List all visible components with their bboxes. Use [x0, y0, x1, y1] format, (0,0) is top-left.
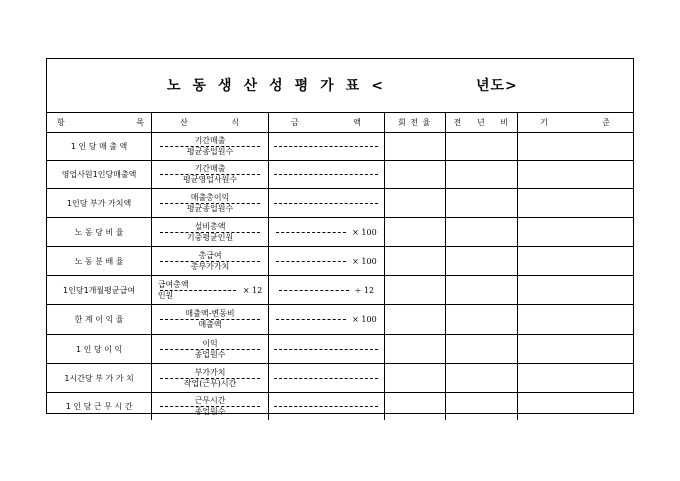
- row-turnover-cell[interactable]: [384, 276, 445, 305]
- formula-denominator: 종업원수: [194, 407, 226, 416]
- row-turnover-cell[interactable]: [384, 305, 445, 335]
- amount-blank-line: [274, 146, 378, 147]
- row-formula: [152, 218, 269, 247]
- row-standard-cell[interactable]: [518, 364, 633, 393]
- header-prev-year-ratio: 전 년 비: [445, 113, 518, 133]
- row-prev-year-ratio-cell[interactable]: [445, 189, 518, 218]
- formula-denominator: 평균종업원수: [186, 147, 234, 156]
- header-amount: 금 액: [268, 113, 384, 133]
- row-turnover-cell[interactable]: [384, 218, 445, 247]
- amount-blank-line: [276, 232, 346, 233]
- row-standard-cell[interactable]: [518, 393, 633, 421]
- formula-numerator: 총급여: [198, 250, 222, 260]
- amount-blank-line: [276, 319, 346, 320]
- formula-numerator: 매출총이익: [190, 192, 230, 202]
- evaluation-sheet: [46, 58, 634, 414]
- table-row: [47, 335, 633, 364]
- formula-numerator: 기간매출: [194, 164, 226, 173]
- row-formula: [152, 133, 269, 161]
- formula-denominator: 평균종업원수: [186, 203, 234, 213]
- row-item-label: 영업사원1인당매출액: [47, 161, 152, 189]
- row-turnover-cell[interactable]: [384, 393, 445, 421]
- row-amount[interactable]: [268, 161, 384, 189]
- formula-denominator: 총부가가치: [190, 261, 230, 271]
- row-prev-year-ratio-cell[interactable]: [445, 305, 518, 335]
- row-item-label: 한 계 이 익 율: [47, 305, 152, 335]
- productivity-table: [47, 113, 633, 420]
- row-amount[interactable]: [268, 305, 384, 335]
- row-turnover-cell[interactable]: [384, 335, 445, 364]
- table-row: [47, 161, 633, 189]
- row-formula: [152, 335, 269, 364]
- formula-numerator: 기간매출: [194, 136, 226, 145]
- table-row: [47, 133, 633, 161]
- amount-suffix: × 100: [352, 315, 377, 324]
- row-amount[interactable]: [268, 393, 384, 421]
- row-item-label: 1 인 당 이 익: [47, 335, 152, 364]
- amount-blank-line: [274, 378, 378, 379]
- row-prev-year-ratio-cell[interactable]: [445, 133, 518, 161]
- table-row: [47, 364, 633, 393]
- row-amount[interactable]: [268, 364, 384, 393]
- row-item-label: 노 동 분 배 율: [47, 247, 152, 276]
- formula-denominator: 작업(근무)시간: [183, 378, 237, 388]
- formula-denominator: 인원: [157, 290, 174, 300]
- row-prev-year-ratio-cell[interactable]: [445, 364, 518, 393]
- row-item-label: 1 인 당 매 출 액: [47, 133, 152, 161]
- row-turnover-cell[interactable]: [384, 189, 445, 218]
- row-standard-cell[interactable]: [518, 247, 633, 276]
- row-standard-cell[interactable]: [518, 133, 633, 161]
- formula-numerator: 이익: [202, 338, 218, 348]
- amount-blank-line: [274, 349, 378, 350]
- formula-numerator: 근무시간: [194, 396, 226, 405]
- amount-suffix: ÷ 12: [354, 285, 375, 295]
- row-standard-cell[interactable]: [518, 305, 633, 335]
- header-turnover: 회 전 율: [384, 113, 445, 133]
- formula-numerator: 매출액-변동비: [185, 309, 235, 318]
- formula-factor: × 12: [242, 285, 263, 295]
- formula-numerator: 부가가치: [194, 367, 226, 377]
- header-formula: 산 식: [152, 113, 269, 133]
- amount-suffix: × 100: [352, 227, 377, 237]
- table-row: [47, 189, 633, 218]
- page-title: 노동생산성평가표<: [167, 78, 395, 94]
- table-row: [47, 218, 633, 247]
- row-standard-cell[interactable]: [518, 161, 633, 189]
- row-item-label: 1인당1개월평균급여: [47, 276, 152, 305]
- table-row: [47, 247, 633, 276]
- row-prev-year-ratio-cell[interactable]: [445, 393, 518, 421]
- row-amount[interactable]: [268, 247, 384, 276]
- row-turnover-cell[interactable]: [384, 133, 445, 161]
- formula-numerator: 급여총액: [157, 279, 189, 289]
- row-amount[interactable]: [268, 133, 384, 161]
- row-prev-year-ratio-cell[interactable]: [445, 276, 518, 305]
- row-formula: [152, 247, 269, 276]
- title-year-suffix: 년도>: [476, 78, 518, 94]
- row-formula: [152, 305, 269, 335]
- row-amount[interactable]: [268, 335, 384, 364]
- header-item: 항 목: [47, 113, 152, 133]
- row-prev-year-ratio-cell[interactable]: [445, 247, 518, 276]
- row-prev-year-ratio-cell[interactable]: [445, 218, 518, 247]
- row-standard-cell[interactable]: [518, 189, 633, 218]
- amount-blank-line: [274, 174, 378, 175]
- row-turnover-cell[interactable]: [384, 161, 445, 189]
- row-amount[interactable]: [268, 218, 384, 247]
- formula-denominator: 평균영업사원수: [182, 175, 238, 184]
- row-formula: [152, 393, 269, 421]
- row-item-label: 1 인 당 근 무 시 간: [47, 393, 152, 421]
- row-standard-cell[interactable]: [518, 276, 633, 305]
- row-prev-year-ratio-cell[interactable]: [445, 161, 518, 189]
- table-row: [47, 276, 633, 305]
- row-formula: [152, 161, 269, 189]
- row-formula: [152, 276, 269, 305]
- row-prev-year-ratio-cell[interactable]: [445, 335, 518, 364]
- row-item-label: 1시간당 부 가 가 치: [47, 364, 152, 393]
- amount-blank-line: [279, 290, 349, 291]
- table-row: [47, 305, 633, 335]
- formula-numerator: 설비총액: [194, 221, 226, 231]
- row-formula: [152, 364, 269, 393]
- row-turnover-cell[interactable]: [384, 364, 445, 393]
- row-formula: [152, 189, 269, 218]
- header-standard: 기 준: [518, 113, 633, 133]
- header-row: [47, 113, 633, 133]
- title-area: [47, 59, 633, 113]
- row-amount[interactable]: [268, 276, 384, 305]
- formula-denominator: 기중평균인원: [186, 232, 234, 242]
- formula-denominator: 종업원수: [194, 349, 226, 359]
- row-turnover-cell[interactable]: [384, 247, 445, 276]
- amount-blank-line: [274, 203, 378, 204]
- row-item-label: 1인당 부가 가치액: [47, 189, 152, 218]
- amount-suffix: × 100: [352, 256, 377, 266]
- amount-blank-line: [276, 261, 346, 262]
- formula-denominator: 매출액: [198, 320, 222, 329]
- row-item-label: 노 동 당 비 율: [47, 218, 152, 247]
- table-row: [47, 393, 633, 421]
- row-standard-cell[interactable]: [518, 335, 633, 364]
- row-standard-cell[interactable]: [518, 218, 633, 247]
- row-amount[interactable]: [268, 189, 384, 218]
- amount-blank-line: [274, 406, 378, 407]
